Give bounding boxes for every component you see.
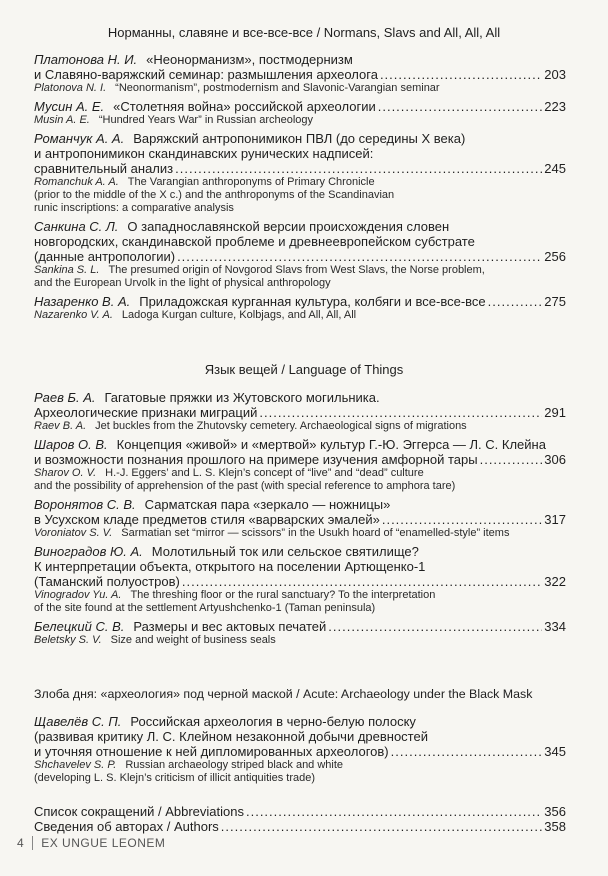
entry-author: Щавелёв С. П. <box>34 714 122 729</box>
page-number: 4 <box>17 836 25 850</box>
entry-title-line: Гагатовые пряжки из Жутовского могильника. <box>104 390 380 405</box>
entry-title-en: Jet buckles from the Zhutovsky cemetery. Archaeological signs of migrations <box>95 420 467 432</box>
entry-title-line: Список сокращений / Abbreviations <box>34 804 244 819</box>
entry-title-line: Сарматская пара «зеркало — ножницы» <box>144 497 391 512</box>
entry-title-en: The presumed origin of Novgorod Slavs from West Slavs, the Norse problem, <box>108 264 485 276</box>
entry-author-en: Nazarenko V. A. <box>34 309 113 321</box>
section-entries <box>34 714 566 789</box>
section-heading: Язык вещей / Language of Things <box>204 362 404 377</box>
entry-title-line: Сведения об авторах / Authors <box>34 819 219 834</box>
entry-title-en: of the site found at the settlement Artyushchenko-1 (Taman peninsula) <box>34 602 376 614</box>
entry-title-line: в Усухском кладе предметов стиля «варварских эмалей» <box>34 512 380 527</box>
entry-page-number: 334 <box>544 619 566 634</box>
journal-name: EX UNGUE LEONEM <box>41 836 166 850</box>
entry-title-line: и антропонимикон скандинавских рунических надписей: <box>34 146 374 161</box>
toc-entry[interactable] <box>34 544 566 615</box>
section-heading: Злоба дня: «археология» под черной маской / Acute: Archaeology under the Black Mask <box>34 687 533 701</box>
entry-title-line: Молотильный ток или сельское святилище? <box>151 544 419 559</box>
entry-title-line: (развивая критику Л. С. Клейном незаконной добычи древностей <box>34 729 428 744</box>
entry-page-number: 291 <box>544 405 566 420</box>
entry-author-en: Raev B. A. <box>34 420 87 432</box>
footer-divider <box>32 836 33 850</box>
entry-author-en: Vinogradov Yu. A. <box>34 589 122 601</box>
entry-author: Воронятов С. В. <box>34 497 136 512</box>
section-entries <box>34 390 566 651</box>
entry-title-en: The threshing floor or the rural sanctuary? To the interpretation <box>130 589 436 601</box>
entry-title-en: The Varangian anthroponyms of Primary Chronicle <box>127 176 375 188</box>
toc-entry-abbreviations[interactable] <box>34 804 566 819</box>
entry-title-line: Размеры и вес актовых печатей <box>133 619 327 634</box>
entry-title-line: и уточняя отношение к ней дипломированных археологов) <box>34 744 389 759</box>
entry-title-en: Size and weight of business seals <box>110 634 276 646</box>
toc-entry[interactable] <box>34 497 566 540</box>
entry-author: Белецкий С. В. <box>34 619 125 634</box>
entry-title-line: новгородских, скандинавской проблеме и древнеевропейском субстрате <box>34 234 475 249</box>
entry-title-line: сравнительный анализ <box>34 161 174 176</box>
toc-entry[interactable] <box>34 437 566 493</box>
entry-author: Романчук А. А. <box>34 131 125 146</box>
entry-title-line: Российская археология в черно-белую полоску <box>130 714 416 729</box>
entry-title-en: and the European Urvolk in the light of physical anthropology <box>34 277 331 289</box>
entry-page-number: 256 <box>544 249 566 264</box>
entry-title-line: Археологические признаки миграций <box>34 405 258 420</box>
entry-author-en: Sankina S. L. <box>34 264 100 276</box>
entry-title-en: Russian archaeology striped black and white <box>125 759 344 771</box>
entry-page-number: 275 <box>544 294 566 309</box>
entry-title-line: «Неонорманизм», постмодернизм <box>146 52 353 67</box>
section-heading: Норманны, славяне и все-все-все / Normans, Slavs and All, All, All <box>107 25 501 40</box>
entry-title-line: (данные антропологии) <box>34 249 176 264</box>
entry-page-number: 245 <box>544 161 566 176</box>
entry-author: Виноградов Ю. А. <box>34 544 143 559</box>
entry-author-en: Beletsky S. V. <box>34 634 102 646</box>
toc-entry[interactable] <box>34 390 566 433</box>
entry-author-en: Romanchuk A. A. <box>34 176 119 188</box>
entry-title-en: runic inscriptions: a comparative analysis <box>34 202 234 214</box>
entry-author-en: Sharov O. V. <box>34 467 97 479</box>
entry-title-line: К интерпретации объекта, открытого на поселении Артющенко-1 <box>34 559 426 574</box>
entry-title-line: Приладожская курганная культура, колбяги и все-все-все <box>139 294 486 309</box>
entry-title-en: Ladoga Kurgan culture, Kolbjags, and All, All, All <box>121 309 357 321</box>
entry-title-line: О западнославянской версии происхождения словен <box>127 219 450 234</box>
entry-author-en: Voroniatov S. V. <box>34 527 113 539</box>
entry-page-number: 345 <box>544 744 566 759</box>
entry-title-en: and the possibility of apprehension of the past (with special reference to amphora tare) <box>34 480 456 492</box>
entry-title-line: «Столетняя война» российской археологии <box>113 99 376 114</box>
entry-title-en: H.-J. Eggers’ and L. S. Klejn’s concept of “live” and “dead” culture <box>105 467 424 479</box>
entry-page-number: 358 <box>544 819 566 834</box>
entry-title-line: (Таманский полуостров) <box>34 574 180 589</box>
entry-author: Санкина С. Л. <box>34 219 119 234</box>
entry-author: Шаров О. В. <box>34 437 108 452</box>
toc-entry[interactable] <box>34 99 566 127</box>
entry-author: Раев Б. А. <box>34 390 96 405</box>
entry-title-en: (developing L. S. Klejn’s criticism of illicit antiquities trade) <box>34 772 316 784</box>
entry-page-number: 223 <box>544 99 566 114</box>
entry-author-en: Platonova N. I. <box>34 82 107 94</box>
entry-author-en: Shchavelev S. P. <box>34 759 117 771</box>
toc-entry[interactable] <box>34 714 566 785</box>
entry-title-en: “Hundred Years War” in Russian archeology <box>98 114 314 126</box>
entry-title-line: Концепция «живой» и «мертвой» культур Г.-Ю. Эггерса — Л. С. Клейна <box>116 437 546 452</box>
toc-entry[interactable] <box>34 294 566 322</box>
entry-page-number: 306 <box>544 452 566 467</box>
toc-entry[interactable] <box>34 219 566 290</box>
entry-page-number: 317 <box>544 512 566 527</box>
page-footer <box>17 836 165 850</box>
toc-entry-authors[interactable] <box>34 819 566 834</box>
toc-entry[interactable] <box>34 52 566 95</box>
entry-page-number: 322 <box>544 574 566 589</box>
entry-page-number: 203 <box>544 67 566 82</box>
entry-author: Платонова Н. И. <box>34 52 138 67</box>
entry-author-en: Musin A. E. <box>34 114 90 126</box>
entry-title-line: и возможности познания прошлого на примере изучения амфорной тары <box>34 452 478 467</box>
section-entries <box>34 52 566 326</box>
entry-author: Назаренко В. А. <box>34 294 131 309</box>
closing-entries <box>34 804 566 834</box>
entry-author: Мусин А. Е. <box>34 99 105 114</box>
toc-entry[interactable] <box>34 131 566 215</box>
entry-title-en: “Neonormanism”, postmodernism and Slavonic-Varangian seminar <box>115 82 440 94</box>
entry-page-number: 356 <box>544 804 566 819</box>
entry-title-line: Варяжский антропонимикон ПВЛ (до середины X века) <box>133 131 466 146</box>
entry-title-en: Sarmatian set “mirror — scissors” in the Usukh hoard of “enamelled-style” items <box>121 527 510 539</box>
entry-title-en: (prior to the middle of the X c.) and the anthroponyms of the Scandinavian <box>34 189 395 201</box>
toc-entry[interactable] <box>34 619 566 647</box>
entry-title-line: и Славяно-варяжский семинар: размышления археолога <box>34 67 378 82</box>
